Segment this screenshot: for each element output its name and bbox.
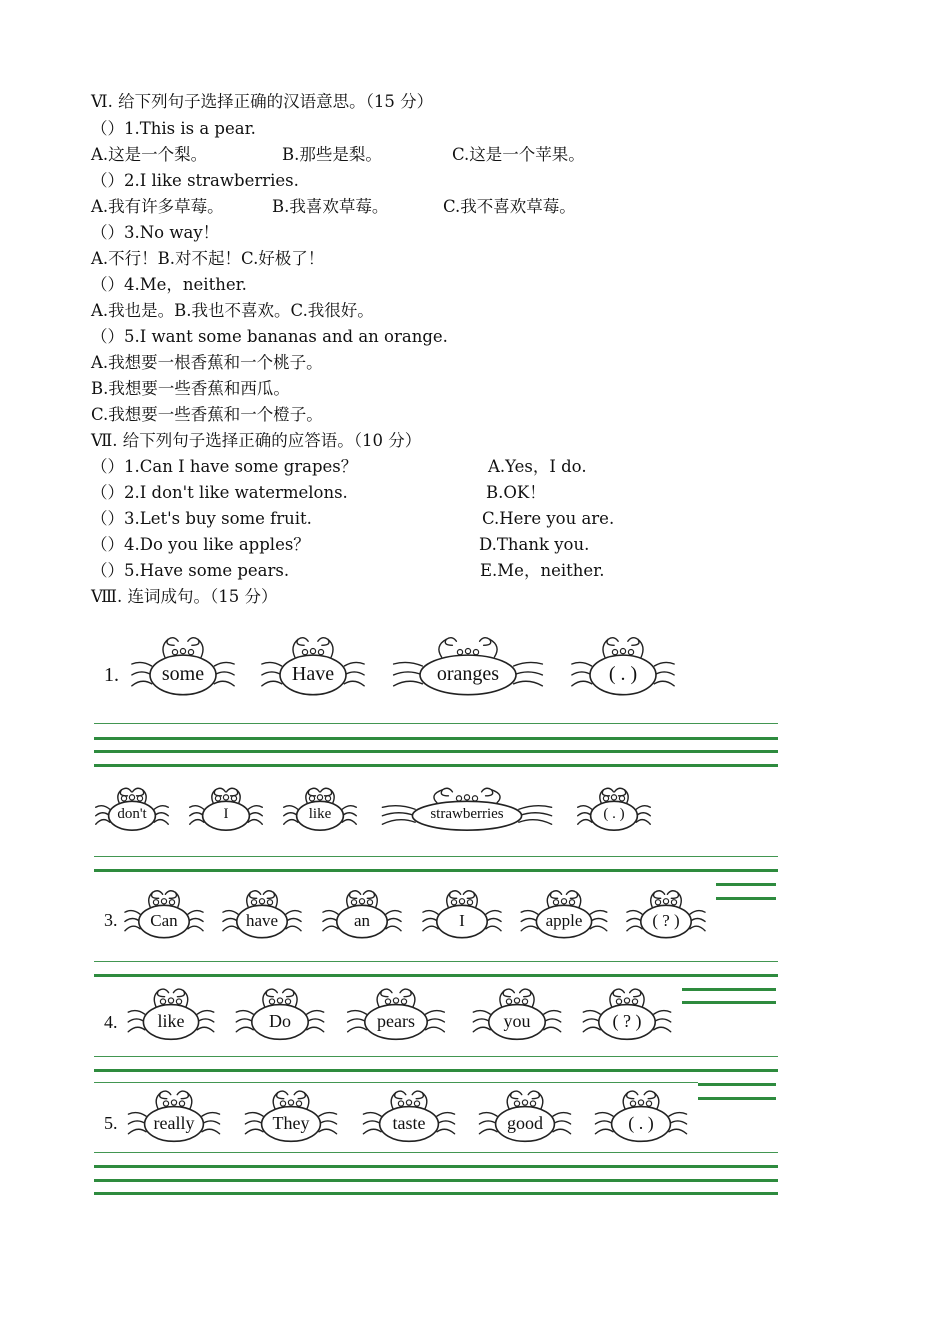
- s6-question-2: （）2.I like strawberries.: [91, 171, 299, 190]
- word-card: [122, 888, 206, 942]
- word-card: [93, 786, 171, 834]
- writing-line: [94, 1056, 778, 1057]
- writing-line: [698, 1083, 776, 1086]
- section6-heading: Ⅵ. 给下列句子选择正确的汉语意思。（15 分）: [91, 92, 434, 111]
- s7-question: （）1.Can I have some grapes？: [91, 457, 358, 476]
- writing-line: [94, 1082, 698, 1083]
- row-number-3: 3.: [104, 910, 118, 930]
- s6-q1-option-b: B.那些是梨。: [282, 145, 382, 164]
- word-card: [128, 634, 238, 700]
- word-card-text: strawberries: [430, 806, 504, 823]
- s6-q2-option-b: B.我喜欢草莓。: [272, 197, 389, 216]
- word-card: [518, 888, 610, 942]
- section7-heading: Ⅶ. 给下列句子选择正确的应答语。（10 分）: [91, 431, 422, 450]
- writing-line: [94, 1069, 778, 1072]
- s7-answer: A.Yes，I do.: [488, 457, 587, 476]
- s7-answer: B.OK！: [486, 483, 546, 502]
- s6-q4-options: A.我也是。B.我也不喜欢。C.我很好。: [91, 301, 374, 320]
- word-card: [360, 1088, 458, 1146]
- word-card-text: apple: [545, 910, 583, 930]
- word-card-text: ( . ): [603, 806, 625, 823]
- s6-q3-options: A.不行！B.对不起！C.好极了！: [91, 249, 325, 268]
- word-card: [125, 986, 217, 1044]
- word-card-text: oranges: [436, 662, 500, 685]
- word-card: [258, 634, 368, 700]
- row-number-1: 1.: [104, 664, 119, 686]
- s6-q5-option-b: B.我想要一些香蕉和西瓜。: [91, 379, 290, 398]
- word-card: [320, 888, 404, 942]
- word-card: [568, 634, 678, 700]
- word-card-text: like: [157, 1010, 185, 1031]
- s6-q1-option-c: C.这是一个苹果。: [452, 145, 585, 164]
- writing-line: [716, 897, 776, 900]
- writing-line: [94, 1192, 778, 1195]
- s6-q2-option-c: C.我不喜欢草莓。: [443, 197, 576, 216]
- word-card-text: Do: [269, 1010, 291, 1031]
- s6-question-3: （）3.No way！: [91, 223, 220, 242]
- word-card: [580, 986, 674, 1044]
- word-card: [376, 786, 558, 834]
- word-card: [281, 786, 359, 834]
- s6-question-4: （）4.Me，neither.: [91, 275, 247, 294]
- word-card: [220, 888, 304, 942]
- writing-line: [682, 988, 776, 991]
- word-card-text: ( . ): [628, 1112, 654, 1133]
- word-card: [470, 986, 564, 1044]
- word-card-text: ( ? ): [652, 910, 680, 930]
- word-card-text: I: [459, 910, 465, 930]
- s7-question: （）5.Have some pears.: [91, 561, 290, 580]
- word-card-text: like: [308, 806, 332, 823]
- row-number-5: 5.: [104, 1113, 118, 1133]
- s6-q2-option-a: A.我有许多草莓。: [91, 197, 224, 216]
- row-number-4: 4.: [104, 1012, 118, 1032]
- writing-line: [716, 883, 776, 886]
- writing-line: [94, 764, 778, 767]
- word-card: [575, 786, 653, 834]
- s7-answer: D.Thank you.: [479, 535, 590, 554]
- word-card-text: I: [223, 806, 229, 823]
- writing-line: [94, 1179, 778, 1182]
- word-card: [420, 888, 504, 942]
- s7-answer: C.Here you are.: [482, 509, 615, 528]
- writing-line: [682, 1001, 776, 1004]
- writing-line: [94, 737, 778, 740]
- word-card: [125, 1088, 223, 1146]
- word-card: [233, 986, 327, 1044]
- word-card-text: Can: [150, 910, 178, 930]
- word-card-text: Have: [291, 662, 335, 685]
- writing-line: [94, 869, 778, 872]
- word-card-text: really: [153, 1112, 195, 1133]
- s7-answer: E.Me，neither.: [480, 561, 605, 580]
- s6-question-1: （）1.This is a pear.: [91, 119, 256, 138]
- word-card: [592, 1088, 690, 1146]
- writing-line: [94, 1165, 778, 1168]
- word-card-text: don't: [117, 806, 147, 823]
- word-card-text: They: [272, 1112, 310, 1133]
- s6-question-5: （）5.I want some bananas and an orange.: [91, 327, 448, 346]
- word-card: [624, 888, 708, 942]
- section8-heading: Ⅷ. 连词成句。（15 分）: [91, 587, 278, 606]
- word-card-text: you: [503, 1010, 531, 1031]
- writing-line: [94, 856, 778, 857]
- word-card: [242, 1088, 340, 1146]
- s6-q5-option-c: C.我想要一些香蕉和一个橙子。: [91, 405, 323, 424]
- word-card-text: ( ? ): [612, 1010, 642, 1031]
- word-card: [476, 1088, 574, 1146]
- writing-line: [94, 1152, 778, 1153]
- writing-line: [94, 961, 778, 962]
- s6-q1-option-a: A.这是一个梨。: [91, 145, 208, 164]
- word-card-text: ( . ): [608, 662, 638, 685]
- writing-line: [698, 1097, 776, 1100]
- word-card-text: pears: [377, 1010, 415, 1031]
- writing-line: [94, 723, 778, 724]
- word-card-text: taste: [392, 1112, 426, 1133]
- writing-line: [94, 750, 778, 753]
- word-card-text: have: [245, 910, 279, 930]
- word-card: [187, 786, 265, 834]
- s7-question: （）3.Let's buy some fruit.: [91, 509, 312, 528]
- word-card-text: an: [353, 910, 371, 930]
- writing-line: [94, 974, 778, 977]
- word-card: [388, 634, 548, 700]
- word-card: [344, 986, 448, 1044]
- s6-q5-option-a: A.我想要一根香蕉和一个桃子。: [91, 353, 323, 372]
- s7-question: （）4.Do you like apples？: [91, 535, 310, 554]
- s7-question: （）2.I don't like watermelons.: [91, 483, 348, 502]
- word-card-text: good: [507, 1112, 543, 1133]
- word-card-text: some: [161, 662, 205, 685]
